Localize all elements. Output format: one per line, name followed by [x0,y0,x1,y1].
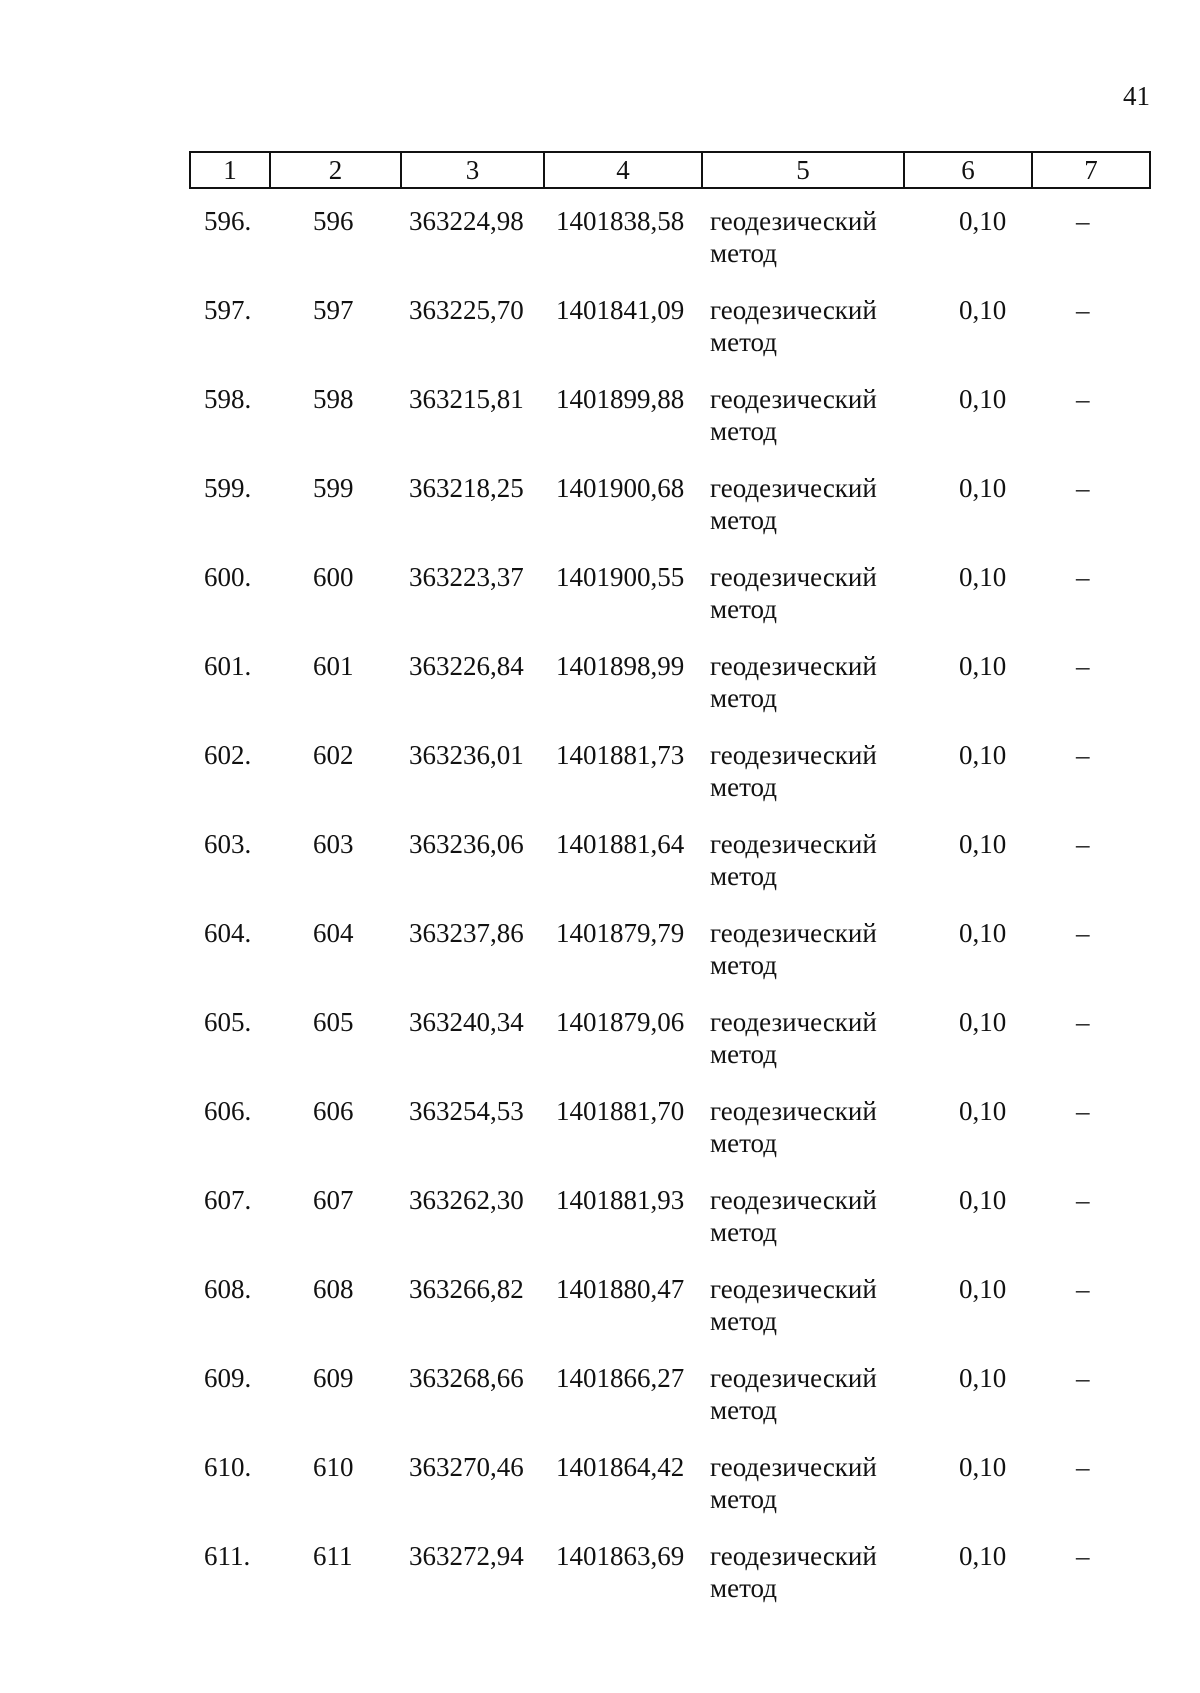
coordinate-y: 1401838,58 [556,206,685,236]
row-number: 602. [204,740,252,770]
point-number: 607 [313,1185,354,1215]
coordinate-y: 1401879,06 [556,1007,685,1037]
column-header-1: 1 [190,152,270,188]
method-line-1: геодезический [710,295,877,325]
coordinate-x: 363270,46 [409,1452,524,1482]
point-number: 604 [313,918,354,948]
coordinate-x: 363266,82 [409,1274,524,1304]
point-number: 609 [313,1363,354,1393]
method-line-2: метод [710,1395,777,1425]
table-row [189,472,1151,561]
coordinate-y: 1401880,47 [556,1274,685,1304]
coordinate-x: 363225,70 [409,295,524,325]
coordinate-y: 1401863,69 [556,1541,685,1571]
note-value: – [1076,740,1090,770]
method-line-2: метод [710,1217,777,1247]
note-value: – [1076,1185,1090,1215]
point-number: 603 [313,829,354,859]
row-number: 597. [204,295,252,325]
precision-value: 0,10 [959,384,1007,414]
table-row [189,561,1151,650]
method-line-1: геодезический [710,1185,877,1215]
point-number: 599 [313,473,354,503]
method-line-1: геодезический [710,473,877,503]
table-row [189,205,1151,294]
note-value: – [1076,562,1090,592]
coordinate-x: 363223,37 [409,562,524,592]
note-value: – [1076,918,1090,948]
table-row [189,1451,1151,1540]
point-number: 606 [313,1096,354,1126]
coordinate-x: 363236,06 [409,829,524,859]
method-cell [710,917,877,981]
precision-value: 0,10 [959,473,1007,503]
note-value: – [1076,1541,1090,1571]
table-row [189,294,1151,383]
precision-value: 0,10 [959,1096,1007,1126]
method-line-2: метод [710,1573,777,1603]
method-line-1: геодезический [710,918,877,948]
coordinate-y: 1401881,73 [556,740,685,770]
method-cell [710,561,877,625]
row-number: 604. [204,918,252,948]
note-value: – [1076,1363,1090,1393]
method-cell [710,1273,877,1337]
row-number: 600. [204,562,252,592]
table-row [189,650,1151,739]
table-row [189,917,1151,1006]
method-cell [710,1184,877,1248]
coordinate-y: 1401841,09 [556,295,685,325]
point-number: 610 [313,1452,354,1482]
method-line-2: метод [710,1484,777,1514]
row-number: 610. [204,1452,252,1482]
point-number: 611 [313,1541,353,1571]
method-cell [710,383,877,447]
coordinate-y: 1401900,55 [556,562,685,592]
method-cell [710,1451,877,1515]
coordinate-x: 363272,94 [409,1541,524,1571]
point-number: 601 [313,651,354,681]
row-number: 607. [204,1185,252,1215]
note-value: – [1076,473,1090,503]
row-number: 608. [204,1274,252,1304]
table-row [189,1095,1151,1184]
coordinate-x: 363236,01 [409,740,524,770]
note-value: – [1076,651,1090,681]
method-line-2: метод [710,772,777,802]
precision-value: 0,10 [959,206,1007,236]
method-cell [710,739,877,803]
coordinate-y: 1401900,68 [556,473,685,503]
note-value: – [1076,295,1090,325]
coordinate-y: 1401898,99 [556,651,685,681]
precision-value: 0,10 [959,1007,1007,1037]
column-header-2: 2 [270,152,401,188]
coordinate-x: 363224,98 [409,206,524,236]
method-cell [710,205,877,269]
method-line-1: геодезический [710,740,877,770]
column-header-3: 3 [401,152,544,188]
page-number: 41 [1123,81,1150,111]
method-line-1: геодезический [710,1541,877,1571]
row-number: 605. [204,1007,252,1037]
row-number: 609. [204,1363,252,1393]
method-line-2: метод [710,327,777,357]
precision-value: 0,10 [959,1185,1007,1215]
precision-value: 0,10 [959,1274,1007,1304]
note-value: – [1076,206,1090,236]
note-value: – [1076,384,1090,414]
method-line-2: метод [710,1128,777,1158]
method-cell [710,472,877,536]
precision-value: 0,10 [959,295,1007,325]
method-cell [710,1006,877,1070]
coordinate-x: 363218,25 [409,473,524,503]
note-value: – [1076,1452,1090,1482]
row-number: 601. [204,651,252,681]
method-line-2: метод [710,1306,777,1336]
table-row [189,1540,1151,1629]
method-cell [710,1362,877,1426]
method-line-2: метод [710,1039,777,1069]
row-number: 598. [204,384,252,414]
column-header-table [189,151,1151,189]
coordinate-y: 1401881,64 [556,829,685,859]
row-number: 603. [204,829,252,859]
coordinate-x: 363237,86 [409,918,524,948]
precision-value: 0,10 [959,918,1007,948]
coordinates-table-body [189,205,1151,1629]
column-header-4: 4 [544,152,702,188]
precision-value: 0,10 [959,651,1007,681]
coordinate-y: 1401866,27 [556,1363,685,1393]
row-number: 596. [204,206,252,236]
note-value: – [1076,829,1090,859]
method-line-2: метод [710,861,777,891]
table-row [189,383,1151,472]
note-value: – [1076,1096,1090,1126]
coordinate-x: 363262,30 [409,1185,524,1215]
table-row [189,828,1151,917]
method-cell [710,1540,877,1604]
method-cell [710,294,877,358]
point-number: 597 [313,295,354,325]
method-line-1: геодезический [710,1452,877,1482]
method-line-2: метод [710,238,777,268]
table-row [189,1006,1151,1095]
row-number: 611. [204,1541,251,1571]
coordinate-y: 1401899,88 [556,384,685,414]
precision-value: 0,10 [959,1541,1007,1571]
point-number: 600 [313,562,354,592]
precision-value: 0,10 [959,829,1007,859]
column-header-row [190,152,1150,188]
method-line-2: метод [710,683,777,713]
coordinate-y: 1401881,70 [556,1096,685,1126]
method-line-1: геодезический [710,829,877,859]
column-header-7: 7 [1032,152,1150,188]
table-row [189,1273,1151,1362]
method-line-2: метод [710,594,777,624]
point-number: 596 [313,206,354,236]
precision-value: 0,10 [959,562,1007,592]
point-number: 605 [313,1007,354,1037]
coordinate-y: 1401881,93 [556,1185,685,1215]
method-line-1: геодезический [710,206,877,236]
method-line-2: метод [710,416,777,446]
method-line-1: геодезический [710,1363,877,1393]
method-line-1: геодезический [710,651,877,681]
coordinate-x: 363215,81 [409,384,524,414]
note-value: – [1076,1007,1090,1037]
point-number: 602 [313,740,354,770]
method-line-1: геодезический [710,1274,877,1304]
precision-value: 0,10 [959,1363,1007,1393]
precision-value: 0,10 [959,740,1007,770]
column-header-6: 6 [904,152,1032,188]
method-cell [710,1095,877,1159]
coordinate-x: 363240,34 [409,1007,524,1037]
row-number: 599. [204,473,252,503]
point-number: 608 [313,1274,354,1304]
coordinate-x: 363226,84 [409,651,524,681]
coordinate-y: 1401864,42 [556,1452,685,1482]
method-line-1: геодезический [710,1096,877,1126]
coordinate-x: 363268,66 [409,1363,524,1393]
method-line-2: метод [710,950,777,980]
note-value: – [1076,1274,1090,1304]
method-line-1: геодезический [710,562,877,592]
method-line-1: геодезический [710,384,877,414]
coordinate-y: 1401879,79 [556,918,685,948]
table-row [189,1184,1151,1273]
method-line-2: метод [710,505,777,535]
column-header-5: 5 [702,152,904,188]
method-cell [710,650,877,714]
row-number: 606. [204,1096,252,1126]
point-number: 598 [313,384,354,414]
method-line-1: геодезический [710,1007,877,1037]
precision-value: 0,10 [959,1452,1007,1482]
coordinate-x: 363254,53 [409,1096,524,1126]
table-row [189,739,1151,828]
method-cell [710,828,877,892]
table-row [189,1362,1151,1451]
